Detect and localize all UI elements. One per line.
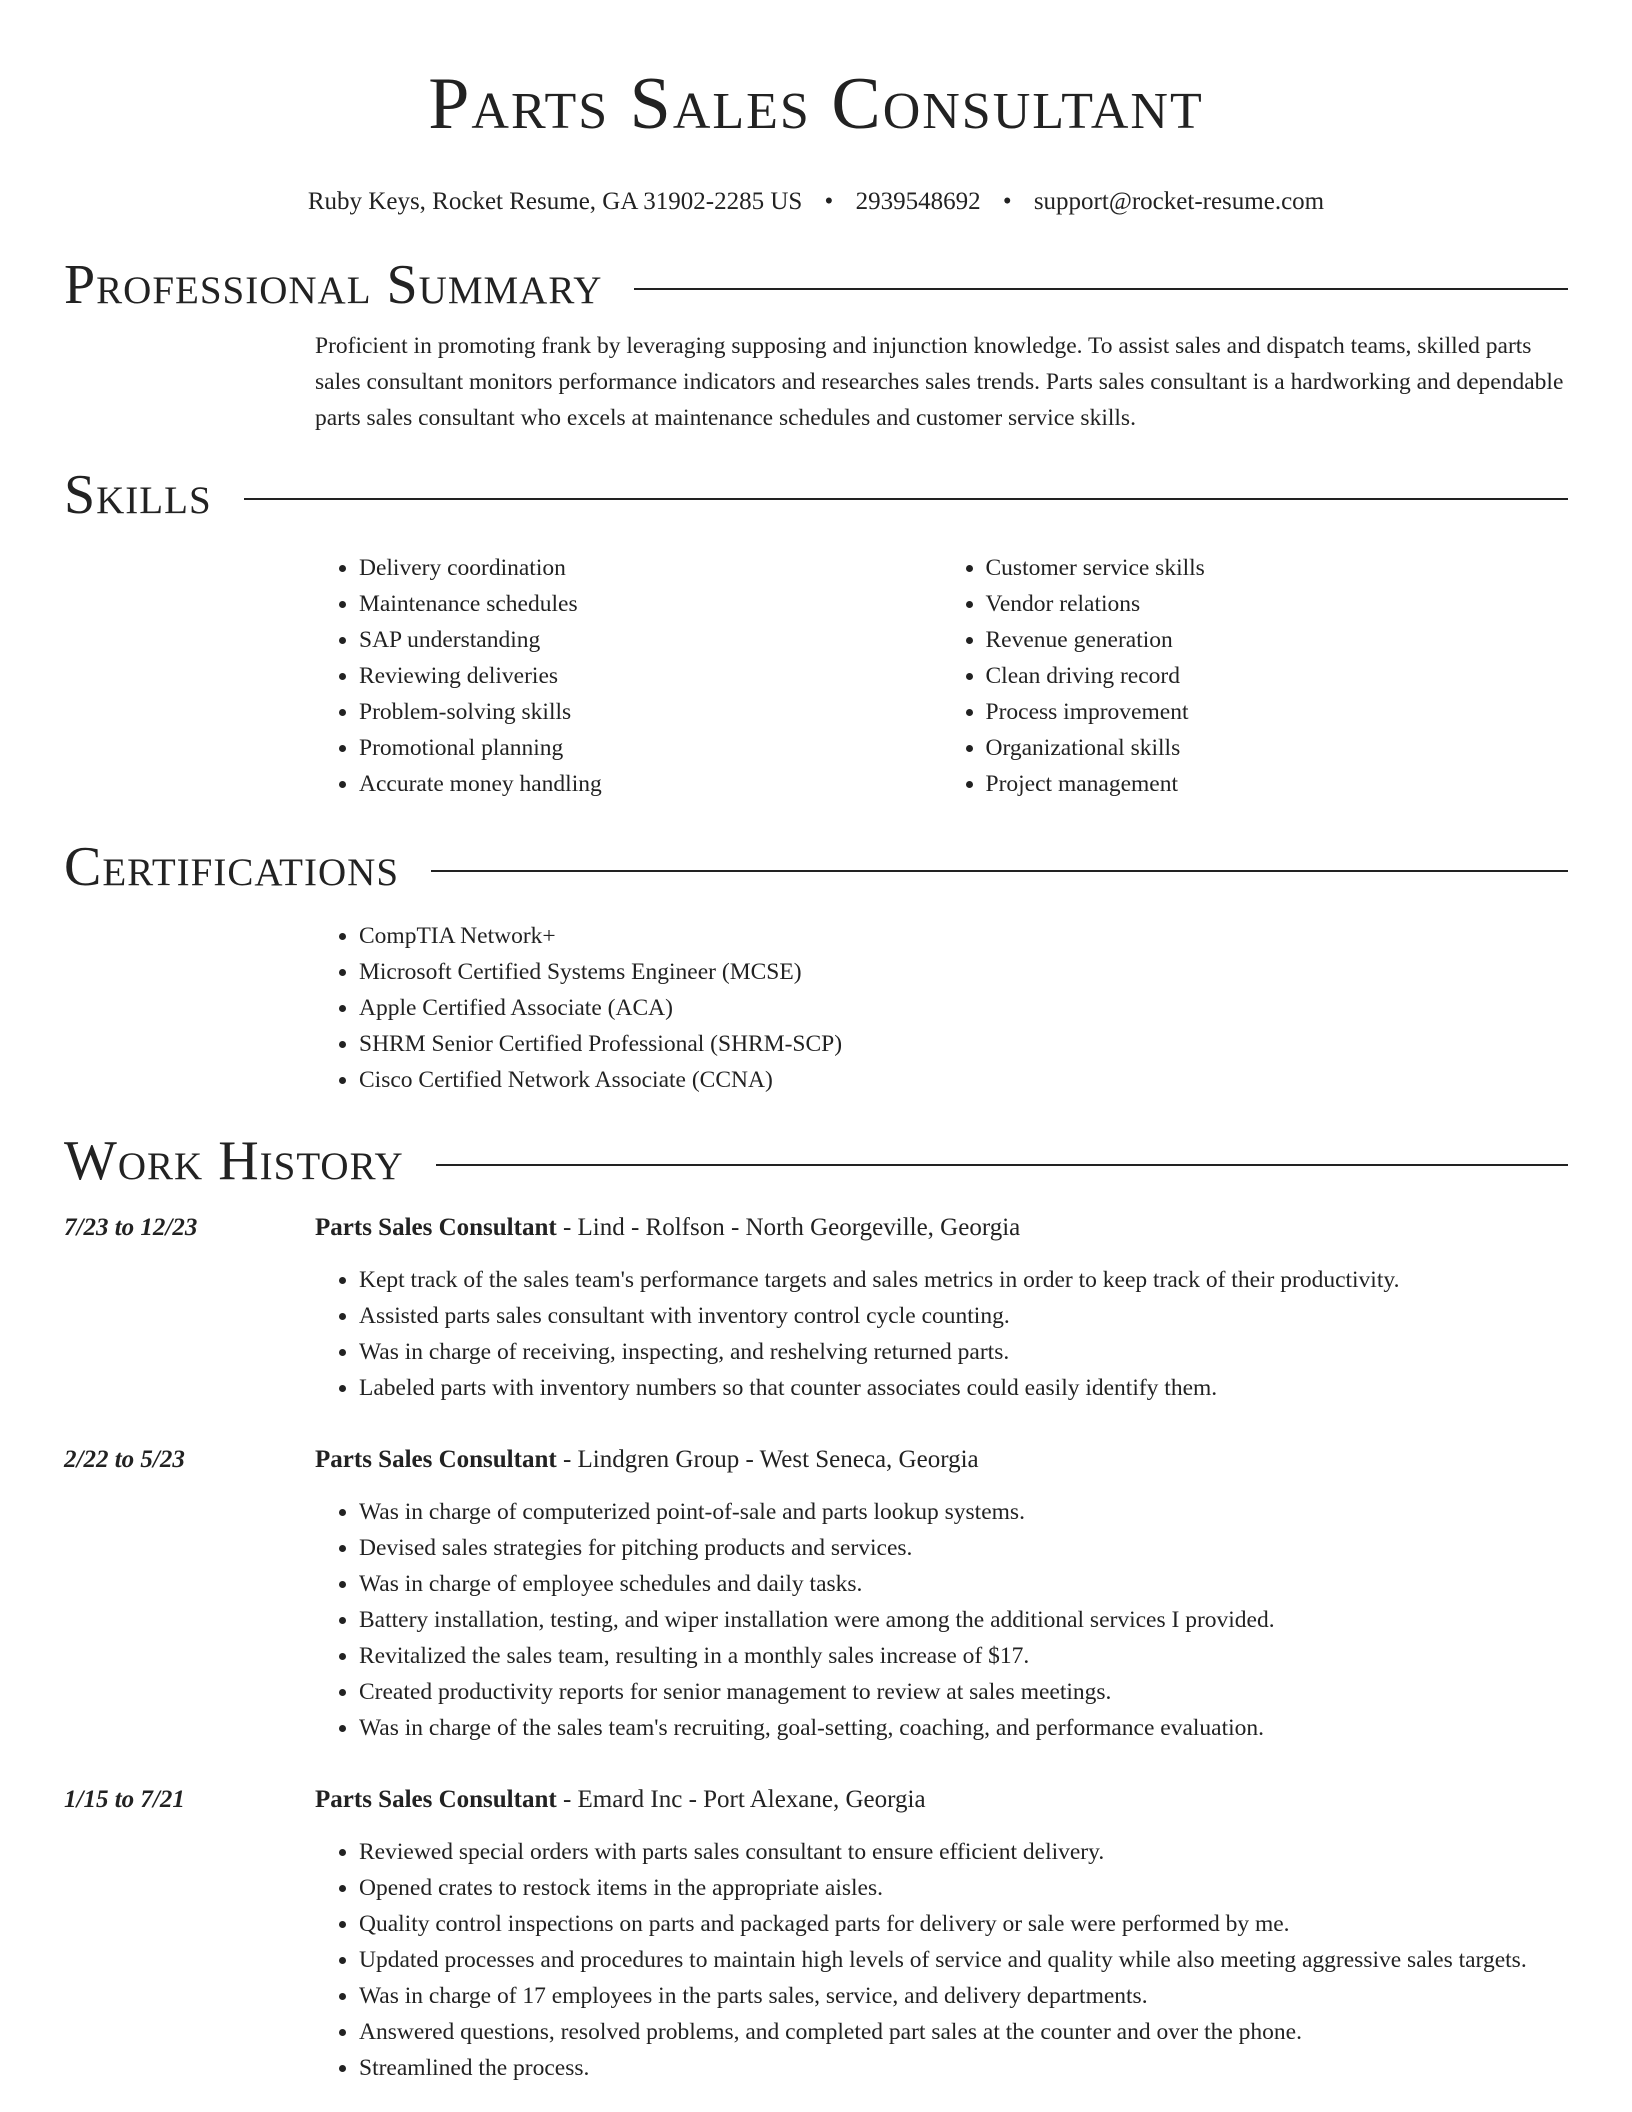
job-details <box>315 1210 1568 1406</box>
job-bullet: • Was in charge of computerized point-of-sale and parts lookup systems. <box>359 1494 1568 1530</box>
summary-text: Proficient in promoting frank by leveraging supposing and injunction knowledge. To assist sales and dispatch teams, skilled parts sales consultant monitors performance indicators and researches sales trends. Parts sales consultant is a hardworking and dependable parts sales consultant who excels at maintenance schedules and customer service skills. <box>315 333 1564 431</box>
job-bullet: • Updated processes and procedures to maintain high levels of service and quality while also meeting aggressive sales targets. <box>359 1942 1568 1978</box>
job-company: - Lind - Rolfson - North Georgeville, Georgia <box>556 1214 1021 1241</box>
job-bullets <box>315 1494 1568 1746</box>
skill-item: • Revenue generation <box>986 622 1569 658</box>
job-dates: 2/22 to 5/23 <box>64 1446 185 1473</box>
job-entry <box>64 1782 1568 2086</box>
certifications-block <box>315 918 1568 1098</box>
contact-email[interactable]: support@rocket-resume.com <box>1033 188 1325 215</box>
section-divider <box>634 288 1568 290</box>
skills-list-left <box>315 550 942 802</box>
job-company: - Emard Inc - Port Alexane, Georgia <box>556 1786 926 1813</box>
certifications-section-header <box>64 832 1568 902</box>
job-bullet: • Created productivity reports for senior management to review at sales meetings. <box>359 1674 1568 1710</box>
job-dates: 1/15 to 7/21 <box>64 1786 185 1813</box>
section-divider <box>244 498 1568 500</box>
job-bullet: • Was in charge of the sales team's recruiting, goal-setting, coaching, and performance evaluation. <box>359 1710 1568 1746</box>
skill-item: • Promotional planning <box>359 730 942 766</box>
summary-heading: Professional Summary <box>64 254 603 316</box>
job-bullet: • Was in charge of 17 employees in the parts sales, service, and delivery departments. <box>359 1978 1568 2014</box>
job-entry <box>64 1210 1568 1406</box>
certification-item: • Microsoft Certified Systems Engineer (MCSE) <box>359 954 1568 990</box>
skill-item: • Reviewing deliveries <box>359 658 942 694</box>
section-divider <box>431 870 1568 872</box>
job-title: Parts Sales Consultant <box>315 1214 557 1241</box>
certification-item: • SHRM Senior Certified Professional (SHRM-SCP) <box>359 1026 1568 1062</box>
skill-item: • Accurate money handling <box>359 766 942 802</box>
job-bullet: • Streamlined the process. <box>359 2050 1568 2086</box>
contact-line <box>64 186 1568 218</box>
work-heading: Work History <box>64 1130 404 1192</box>
resume-title: Parts Sales Consultant <box>428 63 1204 145</box>
skill-item: • Project management <box>986 766 1569 802</box>
contact-separator: • <box>1002 188 1012 215</box>
skill-item: • Vendor relations <box>986 586 1569 622</box>
work-section-header <box>64 1126 1568 1196</box>
job-dates: 7/23 to 12/23 <box>64 1214 198 1241</box>
job-bullets <box>315 1834 1568 2086</box>
job-bullet: • Revitalized the sales team, resulting in a monthly sales increase of $17. <box>359 1638 1568 1674</box>
skills-heading: Skills <box>64 464 212 526</box>
work-history-list <box>64 1210 1568 2086</box>
job-company: - Lindgren Group - West Seneca, Georgia <box>556 1446 979 1473</box>
job-bullet: • Battery installation, testing, and wiper installation were among the additional services I provided. <box>359 1602 1568 1638</box>
skill-item: • Delivery coordination <box>359 550 942 586</box>
summary-section-header <box>64 250 1568 320</box>
job-bullet: • Devised sales strategies for pitching products and services. <box>359 1530 1568 1566</box>
job-title: Parts Sales Consultant <box>315 1446 557 1473</box>
job-details <box>315 1442 1568 1746</box>
skill-item: • Clean driving record <box>986 658 1569 694</box>
skill-item: • Maintenance schedules <box>359 586 942 622</box>
skill-item: • SAP understanding <box>359 622 942 658</box>
job-bullet: • Answered questions, resolved problems, and completed part sales at the counter and over the phone. <box>359 2014 1568 2050</box>
job-title: Parts Sales Consultant <box>315 1786 557 1813</box>
section-divider <box>436 1164 1568 1166</box>
job-bullet: • Reviewed special orders with parts sales consultant to ensure efficient delivery. <box>359 1834 1568 1870</box>
job-bullet: • Quality control inspections on parts and packaged parts for delivery or sale were performed by me. <box>359 1906 1568 1942</box>
job-heading <box>315 1210 1568 1246</box>
job-bullet: • Kept track of the sales team's performance targets and sales metrics in order to keep track of their productivity. <box>359 1262 1568 1298</box>
job-bullet: • Labeled parts with inventory numbers so that counter associates could easily identify them. <box>359 1370 1568 1406</box>
contact-phone: 2939548692 <box>855 188 981 215</box>
job-heading <box>315 1782 1568 1818</box>
certifications-heading: Certifications <box>64 836 400 898</box>
skills-section-header <box>64 460 1568 530</box>
job-details <box>315 1782 1568 2086</box>
skill-item: • Organizational skills <box>986 730 1569 766</box>
job-entry <box>64 1442 1568 1746</box>
job-heading <box>315 1442 1568 1478</box>
job-bullet: • Assisted parts sales consultant with inventory control cycle counting. <box>359 1298 1568 1334</box>
job-bullet: • Opened crates to restock items in the appropriate aisles. <box>359 1870 1568 1906</box>
job-bullet: • Was in charge of receiving, inspecting, and reshelving returned parts. <box>359 1334 1568 1370</box>
skill-item: • Problem-solving skills <box>359 694 942 730</box>
job-bullets <box>315 1262 1568 1406</box>
job-bullet: • Was in charge of employee schedules and daily tasks. <box>359 1566 1568 1602</box>
contact-address: Ruby Keys, Rocket Resume, GA 31902-2285 US <box>307 188 803 215</box>
certification-item: • CompTIA Network+ <box>359 918 1568 954</box>
contact-separator: • <box>824 188 834 215</box>
skill-item: • Customer service skills <box>986 550 1569 586</box>
certifications-list <box>315 918 1568 1098</box>
skill-item: • Process improvement <box>986 694 1569 730</box>
skills-list-right <box>942 550 1569 802</box>
skills-columns <box>315 550 1568 802</box>
certification-item: • Cisco Certified Network Associate (CCNA) <box>359 1062 1568 1098</box>
certification-item: • Apple Certified Associate (ACA) <box>359 990 1568 1026</box>
